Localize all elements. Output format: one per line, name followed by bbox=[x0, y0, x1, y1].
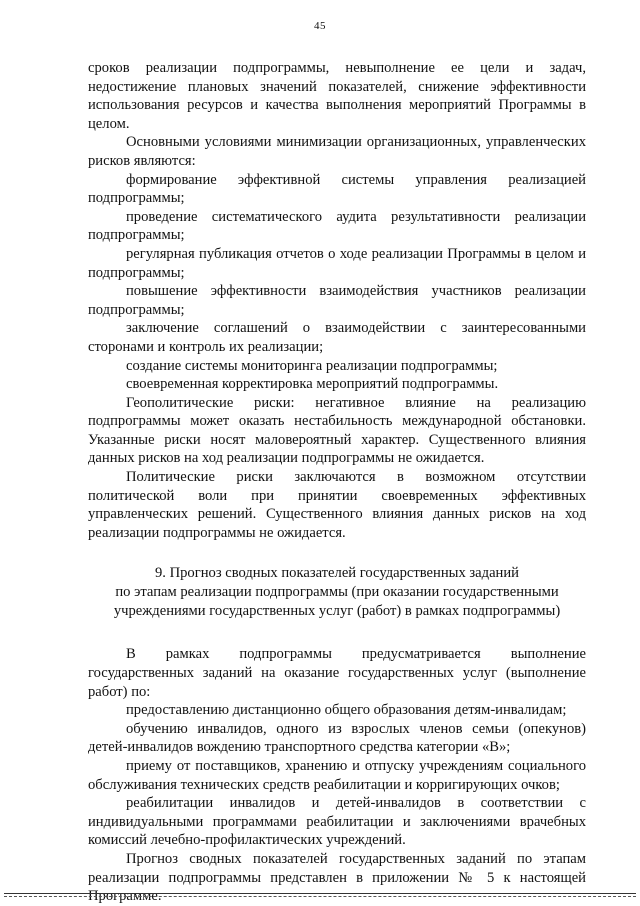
list-item: регулярная публикация отчетов о ходе реализации Программы в целом и подпрограммы; bbox=[88, 245, 586, 281]
list-item: реабилитации инвалидов и детей-инвалидов в соответствии с индивидуальными программами реабилитации и заключениями врачебных комиссий лечебно-профилактических учреждений. bbox=[88, 795, 586, 849]
bottom-border-line bbox=[4, 893, 636, 894]
section-heading-line: по этапам реализации подпрограммы (при оказании государственными bbox=[115, 584, 559, 601]
paragraph: В рамках подпрограммы предусматривается выполнение государственных заданий на оказание государственных услуг (выполнение работ) по: bbox=[88, 646, 586, 700]
list-item: формирование эффективной системы управления реализацией подпрограммы; bbox=[88, 171, 586, 207]
list-item: приему от поставщиков, хранению и отпуску учреждениям социального обслуживания технических средств реабилитации и корригирующих очков; bbox=[88, 758, 586, 793]
section-heading-line: 9. Прогноз сводных показателей государственных заданий bbox=[155, 565, 519, 582]
page-number: 45 bbox=[314, 20, 326, 32]
paragraph: Геополитические риски: негативное влияние на реализацию подпрограммы может оказать нестабильность международной обстановки. Указанные риски носят маловероятный характер. Существенного влияния данных рисков на ход реализации подпрограммы не ожидается. bbox=[88, 394, 586, 467]
section-heading bbox=[88, 564, 586, 621]
paragraph: Прогноз сводных показателей государственных заданий по этапам реализации подпрограммы представлен в приложении № 5 к настоящей Программе. bbox=[88, 850, 586, 905]
list-item: обучению инвалидов, одного из взрослых членов семьи (опекунов) детей-инвалидов вождению транспортного средства категории «В»; bbox=[88, 720, 586, 756]
list-item: предоставлению дистанционно общего образования детям-инвалидам; bbox=[126, 702, 567, 719]
paragraph: сроков реализации подпрограммы, невыполнение ее цели и задач, недостижение плановых значений показателей, снижение эффективности использования ресурсов и качества выполнения мероприятий Программы в целом. bbox=[88, 60, 586, 132]
section-heading-line: учреждениями государственных услуг (работ) в рамках подпрограммы) bbox=[113, 603, 561, 620]
list-item: создание системы мониторинга реализации подпрограммы; bbox=[126, 357, 498, 374]
paragraph: Политические риски заключаются в возможном отсутствии политической воли при принятии своевременных эффективных управленческих решений. Существенного влияния данных рисков на ход реализации подпрограммы не ожидается. bbox=[88, 469, 586, 541]
list-item: заключение соглашений о взаимодействии с заинтересованными сторонами и контроль их реализации; bbox=[88, 320, 586, 355]
paragraph: Основными условиями минимизации организационных, управленческих рисков являются: bbox=[88, 134, 586, 169]
list-item: своевременная корректировка мероприятий подпрограммы. bbox=[126, 376, 499, 393]
list-item: повышение эффективности взаимодействия участников реализации подпрограммы; bbox=[88, 283, 586, 318]
list-item: проведение систематического аудита результативности реализации подпрограммы; bbox=[88, 208, 586, 244]
document-body bbox=[88, 59, 586, 906]
bottom-border-dashed-line bbox=[4, 896, 636, 897]
